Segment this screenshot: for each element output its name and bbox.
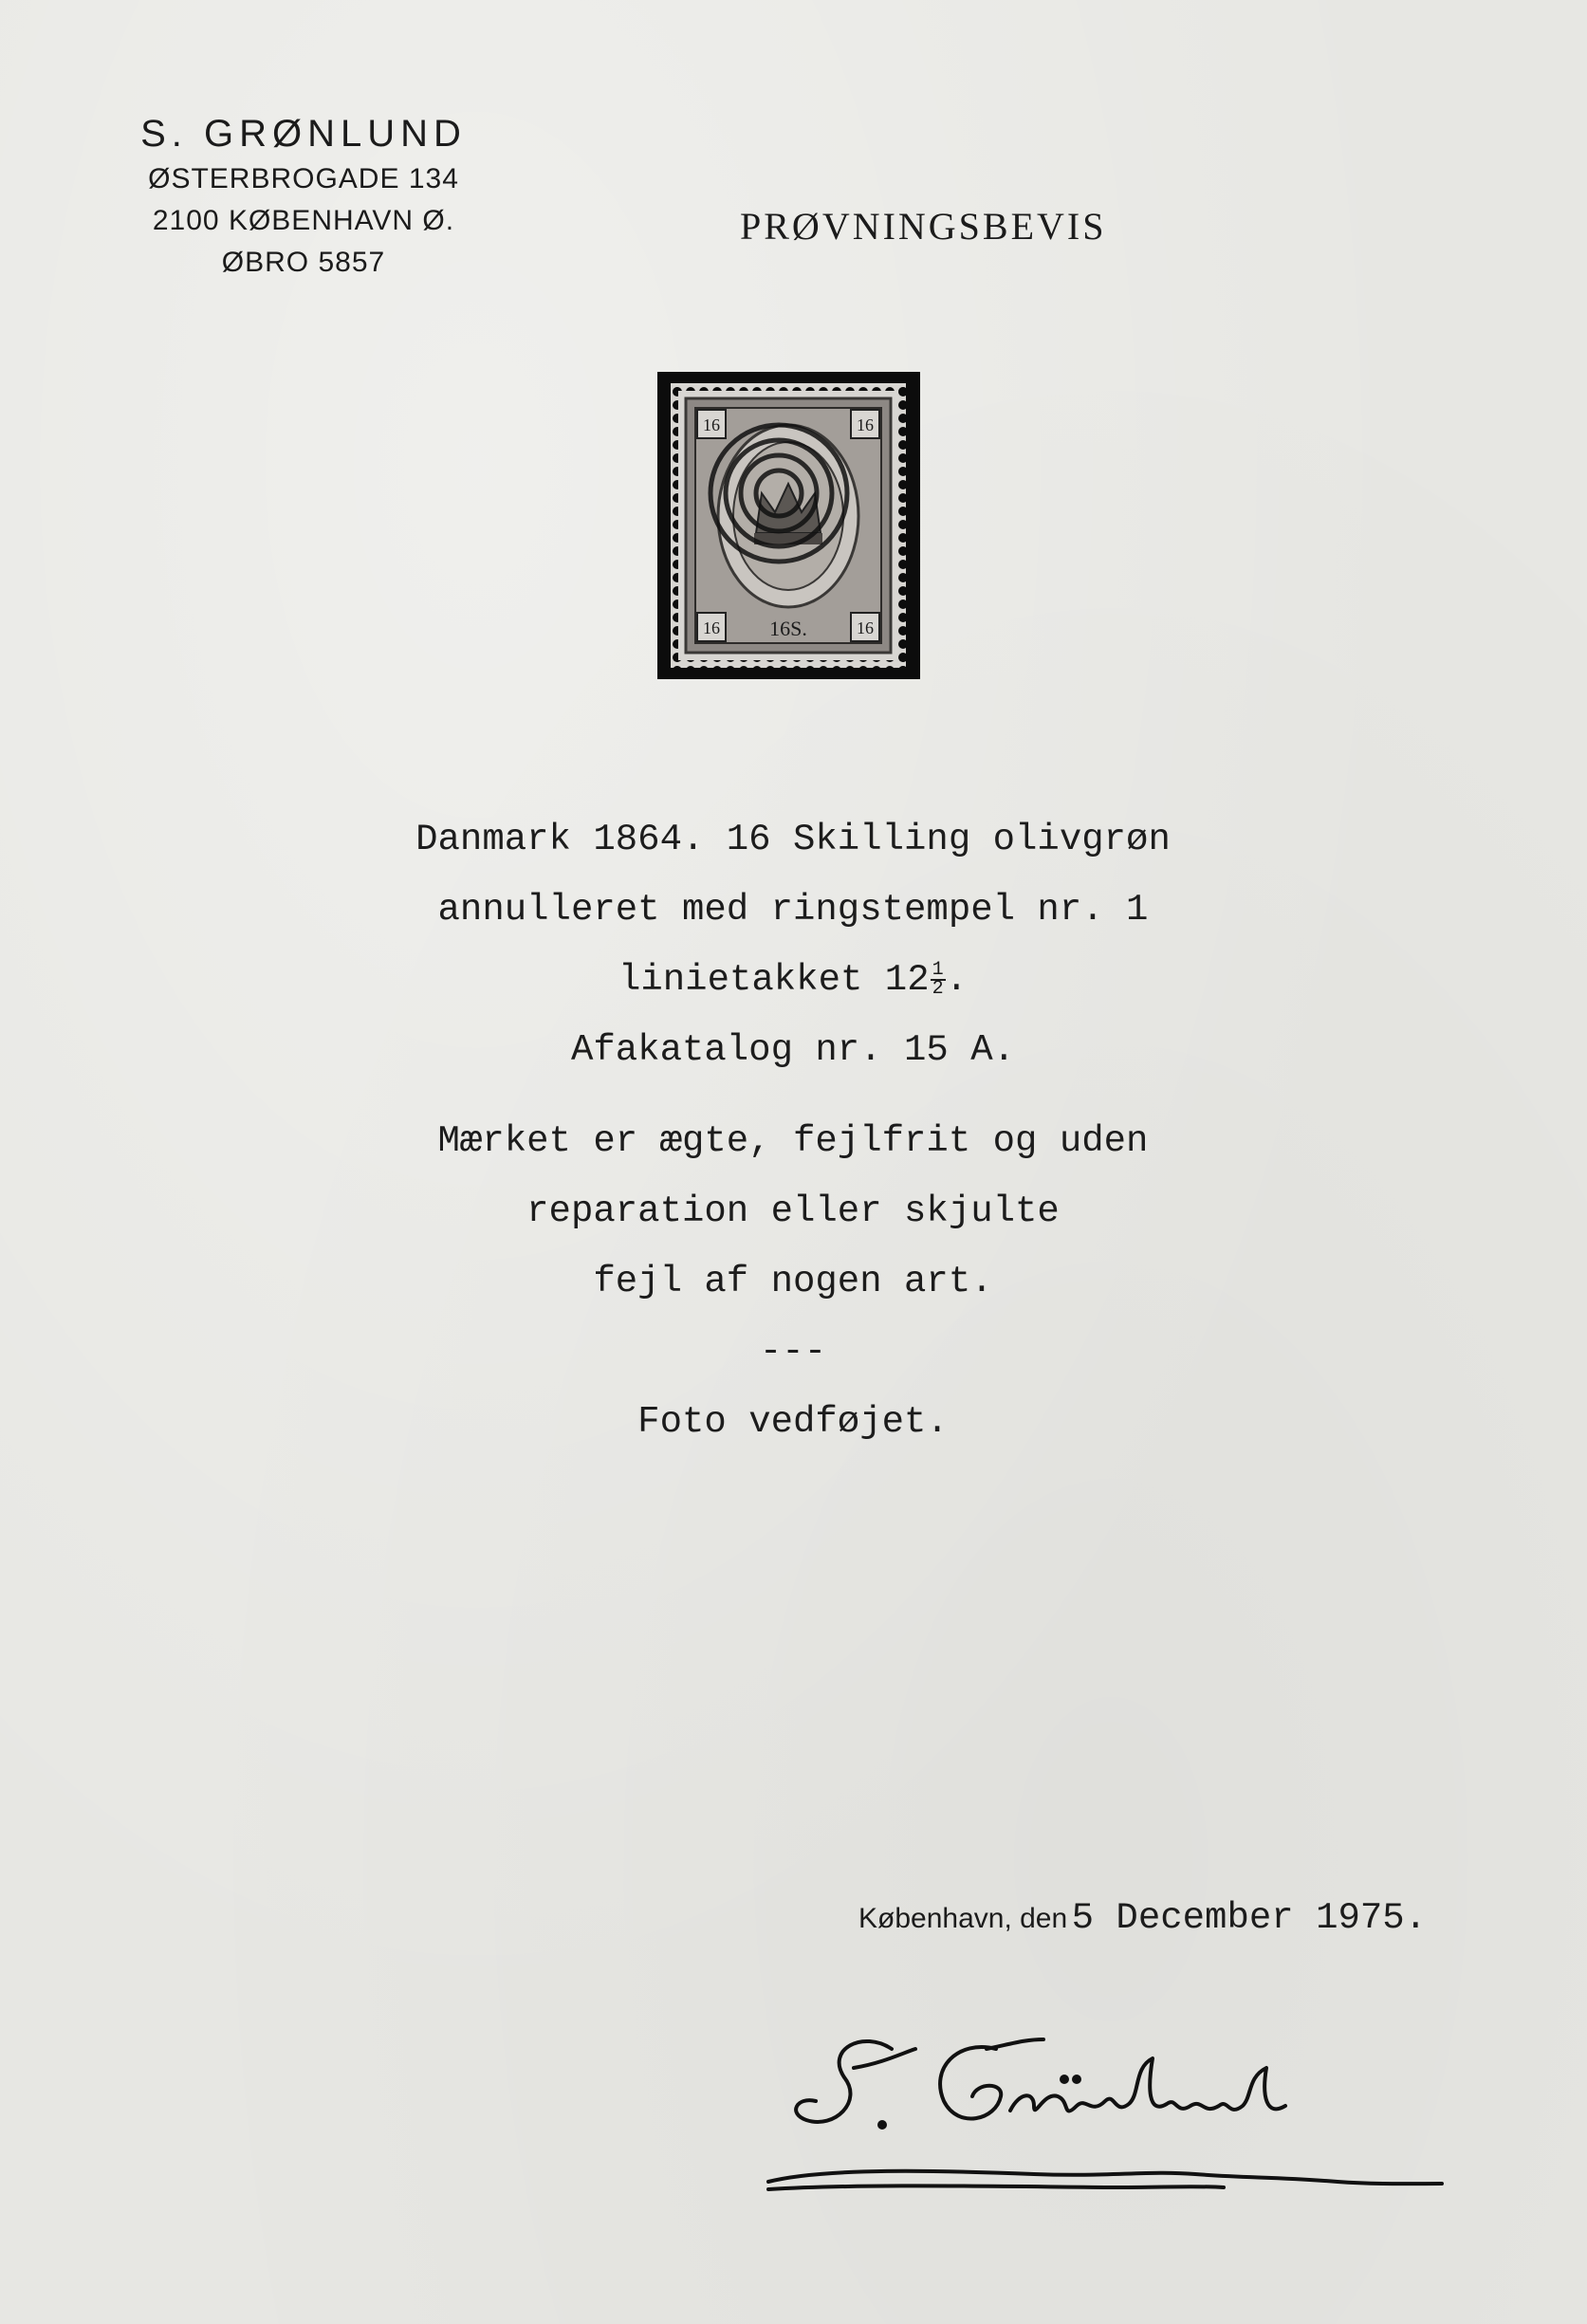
date-place: København, den bbox=[858, 1903, 1068, 1934]
document-title: PRØVNINGSBEVIS bbox=[740, 205, 1107, 248]
expert-street-address: ØSTERBROGADE 134 bbox=[148, 163, 459, 194]
expert-phone: ØBRO 5857 bbox=[221, 247, 386, 278]
stamp-value-bottom-right: 16 bbox=[857, 618, 874, 637]
verdict-line-3: fejl af nogen art. bbox=[593, 1261, 993, 1302]
verdict-line-1: Mærket er ægte, fejlfrit og uden bbox=[437, 1120, 1149, 1162]
fraction-numerator: 1 bbox=[932, 958, 944, 981]
description-line-1: Danmark 1864. 16 Skilling olivgrøn bbox=[415, 819, 1171, 860]
enclosure-note: Foto vedføjet. bbox=[637, 1401, 949, 1443]
stamp-value-bottom: 16S. bbox=[769, 617, 807, 640]
description-line-4: Afakatalog nr. 15 A. bbox=[570, 1029, 1016, 1071]
description-line-3 bbox=[224, 945, 1362, 1015]
fraction-denominator: 2 bbox=[932, 977, 944, 1000]
verdict-line-2: reparation eller skjulte bbox=[526, 1190, 1060, 1232]
certificate-body bbox=[224, 804, 1362, 1457]
perforation-text: linietakket 12 bbox=[618, 959, 930, 1001]
stamp-value-top-left: 16 bbox=[703, 415, 720, 434]
letterhead bbox=[104, 109, 503, 284]
stamp-value-top-right: 16 bbox=[857, 415, 874, 434]
stamp-image bbox=[657, 372, 920, 679]
date-line bbox=[858, 1897, 1541, 1939]
expert-city: 2100 KØBENHAVN Ø. bbox=[152, 205, 455, 236]
handwritten-signature bbox=[749, 2011, 1451, 2201]
stamp-value-bottom-left: 16 bbox=[703, 618, 720, 637]
stamp-photo bbox=[657, 372, 920, 679]
perforation-period: . bbox=[945, 959, 969, 1001]
separator: --- bbox=[759, 1331, 827, 1373]
expert-name: S. GRØNLUND bbox=[140, 113, 467, 155]
description-line-2: annulleret med ringstempel nr. 1 bbox=[437, 889, 1149, 931]
perforation-fraction bbox=[931, 958, 946, 1000]
date-value: 5 December 1975. bbox=[1071, 1897, 1428, 1939]
